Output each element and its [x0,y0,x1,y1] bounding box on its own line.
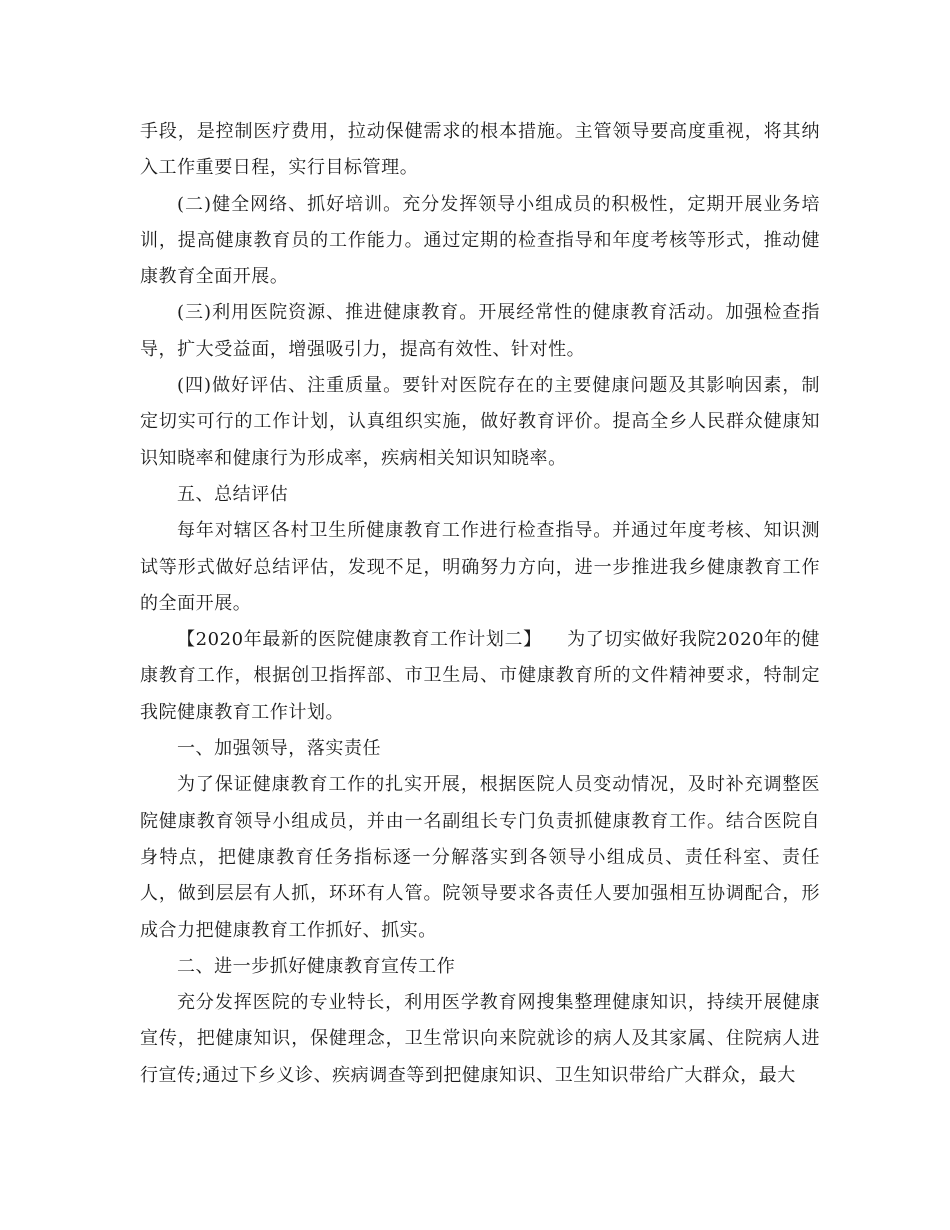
paragraph-8: 为了保证健康教育工作的扎实开展，根据医院人员变动情况，及时补充调整医院健康教育领导小组成员，并由一名副组长专门负责抓健康教育工作。结合医院自身特点，把健康教育任务指标逐一分解落实到各领导小组成员、责任科室、责任人，做到层层有人抓，环环有人管。院领导要求各责任人要加强相互协调配合，形成合力把健康教育工作抓好、抓实。 [140,774,820,941]
paragraph-0: 手段，是控制医疗费用，拉动保健需求的根本措施。主管领导要高度重视，将其纳入工作重要日程，实行目标管理。 [140,121,820,179]
paragraph-2: (三)利用医院资源、推进健康教育。开展经常性的健康教育活动。加强检查指导，扩大受益面，增强吸引力，提高有效性、针对性。 [140,302,820,360]
document-body [140,114,820,1094]
section-heading-publicity: 二、进一步抓好健康教育宣传工作 [177,955,456,977]
paragraph-6: 【2020年最新的医院健康教育工作计划二】 为了切实做好我院2020年的健康教育工作，根据创卫指挥部、市卫生局、市健康教育所的文件精神要求，特制定我院健康教育工作计划。 [140,629,820,723]
section-heading-summary: 五、总结评估 [177,483,289,505]
paragraph-10: 充分发挥医院的专业特长，利用医学教育网搜集整理健康知识，持续开展健康宣传，把健康知识，保健理念，卫生常识向来院就诊的病人及其家属、住院病人进行宣传;通过下乡义诊、疾病调查等到把健康知识、卫生知识带给广大群众，最大 [140,992,820,1086]
paragraph-3: (四)做好评估、注重质量。要针对医院存在的主要健康问题及其影响因素，制定切实可行的工作计划，认真组织实施，做好教育评价。提高全乡人民群众健康知识知晓率和健康行为形成率，疾病相关知识知晓率。 [140,375,820,469]
section-heading-leadership: 一、加强领导，落实责任 [177,738,382,760]
paragraph-5: 每年对辖区各村卫生所健康教育工作进行检查指导。并通过年度考核、知识测试等形式做好总结评估，发现不足，明确努力方向，进一步推进我乡健康教育工作的全面开展。 [140,520,820,614]
paragraph-1: (二)健全网络、抓好培训。充分发挥领导小组成员的积极性，定期开展业务培训，提高健康教育员的工作能力。通过定期的检查指导和年度考核等形式，推动健康教育全面开展。 [140,193,820,288]
